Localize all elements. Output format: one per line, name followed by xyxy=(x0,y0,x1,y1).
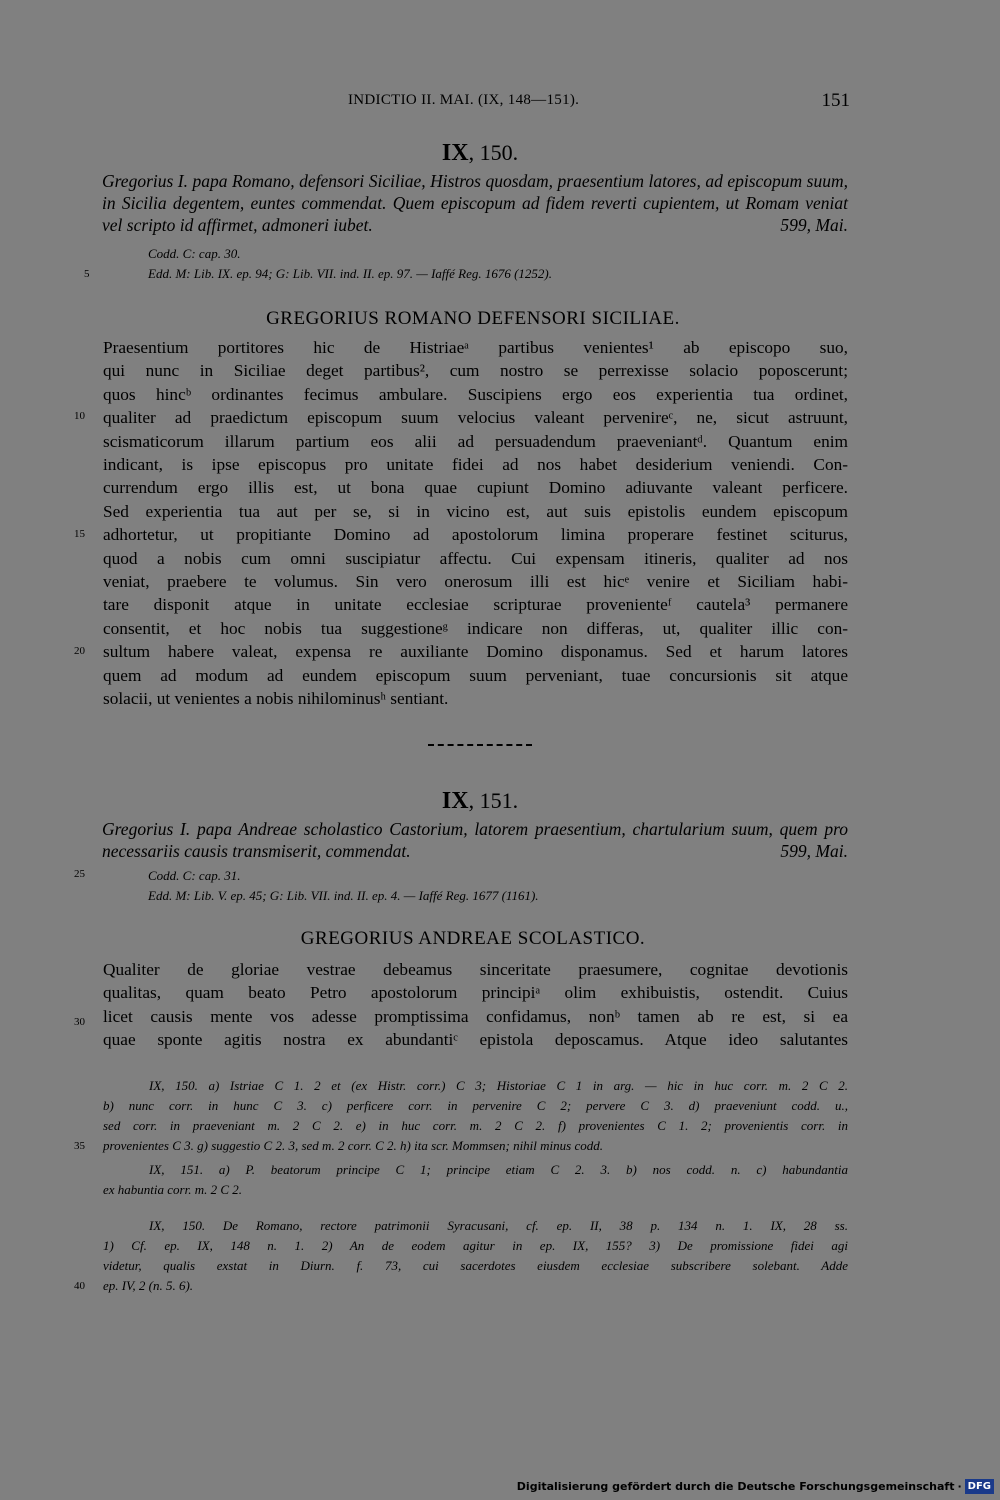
codd-150: Codd. C: cap. 30. xyxy=(148,246,241,261)
note-line: 1) Cf. ep. IX, 148 n. 1. 2) An de eodem agitur in ep. IX, 155? 3) De promissione fidei agi xyxy=(103,1238,848,1253)
body-line: licet causis mente vos adesse promptissima confidamus, nonᵇ tamen ab re est, si ea xyxy=(103,1006,848,1026)
regest-date: 599, Mai. xyxy=(780,215,848,235)
body-line: currendum ergo illis est, ut bona quae cupiunt Domino adiuvante valeant perficere. xyxy=(103,478,848,498)
margin-line-number: 25 xyxy=(74,868,85,880)
note-line: ex habuntia corr. m. 2 C 2. xyxy=(103,1182,243,1197)
footer-text: Digitalisierung gefördert durch die Deutsche Forschungsgemeinschaft xyxy=(516,1479,955,1493)
note-line: videtur, qualis exstat in Diurn. f. 73, cui sacerdotes eiusdem ecclesiae subscribere solebant. Adde xyxy=(103,1258,848,1273)
regest-text: Gregorius I. papa Andreae scholastico Castorium, latorem praesentium, chartularium suum, quem pro necessariis causis transmiserit, commendat. xyxy=(102,819,848,861)
note-line: IX, 150. a) Istriae C 1. 2 et (ex Histr. corr.) C 3; Historiae C 1 in arg. — hic in huc corr. m. 2 C 2. xyxy=(149,1078,848,1093)
letter-number-151 xyxy=(0,788,960,815)
regest-date: 599, Mai. xyxy=(780,841,848,861)
note-line: sed corr. in praeveniant m. 2 C 2. e) in huc corr. m. 2 C 2. f) provenientes C 1. 2; provenientis corr. in xyxy=(103,1118,848,1133)
body-line: Praesentium portitores hic de Histriaeᵃ partibus venientes¹ ab episcopo suo, xyxy=(103,338,848,357)
body-line: tare disponit atque in unitate ecclesiae scripturae provenienteᶠ cautela³ permanere xyxy=(103,595,848,615)
body-line: indicant, is ipse episcopus pro unitate fidei ad nos habet desiderium veniendi. Con- xyxy=(103,455,848,475)
body-line: quos hincᵇ ordinantes fecimus ambulare. Suscipiens ergo eos experientia tua ordinet, xyxy=(103,384,848,404)
apparatus-notes xyxy=(103,1076,848,1200)
regest-text: Gregorius I. papa Romano, defensori Siciliae, Histros quosdam, praesentium latores, ad episcopum suum, in Sicilia degentem, euntes commendat. Quem episcopum ad fidem reverti cupientem, ut Romam veniat vel scripto id affirmet, admoneri iubet. xyxy=(102,171,848,235)
body-line: quod a nobis cum omni suscipiatur affectu. Cui expensam itineris, qualiter ad nos xyxy=(103,548,848,568)
regest-150 xyxy=(102,170,848,236)
margin-line-number: 35 xyxy=(74,1140,85,1152)
edd-151: Edd. M: Lib. V. ep. 45; G: Lib. VII. ind. II. ep. 4. — Iaffé Reg. 1677 (1161). xyxy=(148,888,539,903)
dfg-logo-icon: DFG xyxy=(965,1479,994,1494)
margin-line-number: 30 xyxy=(74,1016,85,1028)
letter-number-suffix: , 150. xyxy=(468,140,519,165)
letter-body-151 xyxy=(103,958,848,1052)
letter-number-150 xyxy=(0,140,960,167)
body-line: sultum habere valeat, expensa re auxiliante Domino disponamus. Sed et harum latores xyxy=(103,642,848,662)
body-line: consentit, et hoc nobis tua suggestioneᵍ indicare non differas, ut, qualiter illic con- xyxy=(103,618,848,638)
body-line: adhortetur, ut propitiante Domino ad apostolorum limina properare festinet sciturus, xyxy=(103,525,848,545)
body-line: quem ad modum ad eundem episcopum suum perveniant, tuae concursionis sit atque xyxy=(103,665,848,685)
body-line: veniat, praebere te volumus. Sin vero onerosum illi est hicᵉ venire et Siciliam habi- xyxy=(103,572,848,592)
running-head xyxy=(0,88,1000,114)
margin-line-number: 10 xyxy=(74,410,85,422)
letter-number-suffix: , 151. xyxy=(468,788,519,813)
footer-separator: · xyxy=(957,1479,962,1493)
letter-number-book: IX xyxy=(441,788,469,814)
body-line: scismaticorum illarum partium eos alii ad persuadendum praeveniantᵈ. Quantum enim xyxy=(103,431,848,451)
section-separator xyxy=(428,744,532,746)
margin-line-number: 5 xyxy=(84,268,90,280)
body-line: qui nunc in Siciliae deget partibus², cum nostro se perrexisse solacio poposcerunt; xyxy=(103,361,848,381)
letter-number-book: IX xyxy=(441,140,469,166)
note-line: ep. IV, 2 (n. 5. 6). xyxy=(103,1278,194,1293)
body-line: qualitas, quam beato Petro apostolorum principiᵃ olim exhibuistis, ostendit. Cuius xyxy=(103,983,848,1003)
body-line: Sed experientia tua aut per se, si in vicino est, aut suis epistolis eundem episcopum xyxy=(103,501,848,521)
note-line: provenientes C 3. g) suggestio C 2. 3, sed m. 2 corr. C 2. h) ita scr. Mommsen; nihil minus codd. xyxy=(103,1138,603,1153)
body-line: Qualiter de gloriae vestrae debeamus sinceritate praesumere, cognitae devotionis xyxy=(103,960,848,979)
margin-line-number: 15 xyxy=(74,528,85,540)
body-line: quae sponte agitis nostra ex abundantiᶜ epistola deposcamus. Atque ideo salutantes xyxy=(103,1030,848,1050)
page-number: 151 xyxy=(821,90,850,111)
note-line: IX, 150. De Romano, rectore patrimonii Syracusani, cf. ep. II, 38 p. 134 n. 1. IX, 28 ss. xyxy=(149,1218,848,1233)
note-line: b) nunc corr. in hunc C 3. c) perficere corr. in pervenire C 2; pervere C 3. d) praeveniunt codd. u., xyxy=(103,1098,848,1113)
body-line: solacii, ut venientes a nobis nihilominusʰ sentiant. xyxy=(103,689,449,709)
edd-150: Edd. M: Lib. IX. ep. 94; G: Lib. VII. ind. II. ep. 97. — Iaffé Reg. 1676 (1252). xyxy=(148,266,553,281)
margin-line-number: 20 xyxy=(74,645,85,657)
note-line: IX, 151. a) P. beatorum principe C 1; principe etiam C 2. 3. b) nos codd. n. c) habundantia xyxy=(149,1162,848,1177)
source-notes xyxy=(103,1216,848,1296)
footer xyxy=(517,1475,994,1497)
margin-line-number: 40 xyxy=(74,1280,85,1292)
codd-151: Codd. C: cap. 31. xyxy=(148,868,241,883)
letter-body-150 xyxy=(103,336,848,711)
regest-151 xyxy=(102,818,848,862)
running-head-title: INDICTIO II. MAI. (IX, 148—151). xyxy=(348,92,580,108)
letter-heading-151: GREGORIUS ANDREAE SCOLASTICO. xyxy=(300,928,646,949)
letter-heading-150: GREGORIUS ROMANO DEFENSORI SICILIAE. xyxy=(266,308,680,329)
body-line: qualiter ad praedictum episcopum suum velocius valeant pervenireᶜ, ne, sicut astruunt, xyxy=(103,408,848,428)
